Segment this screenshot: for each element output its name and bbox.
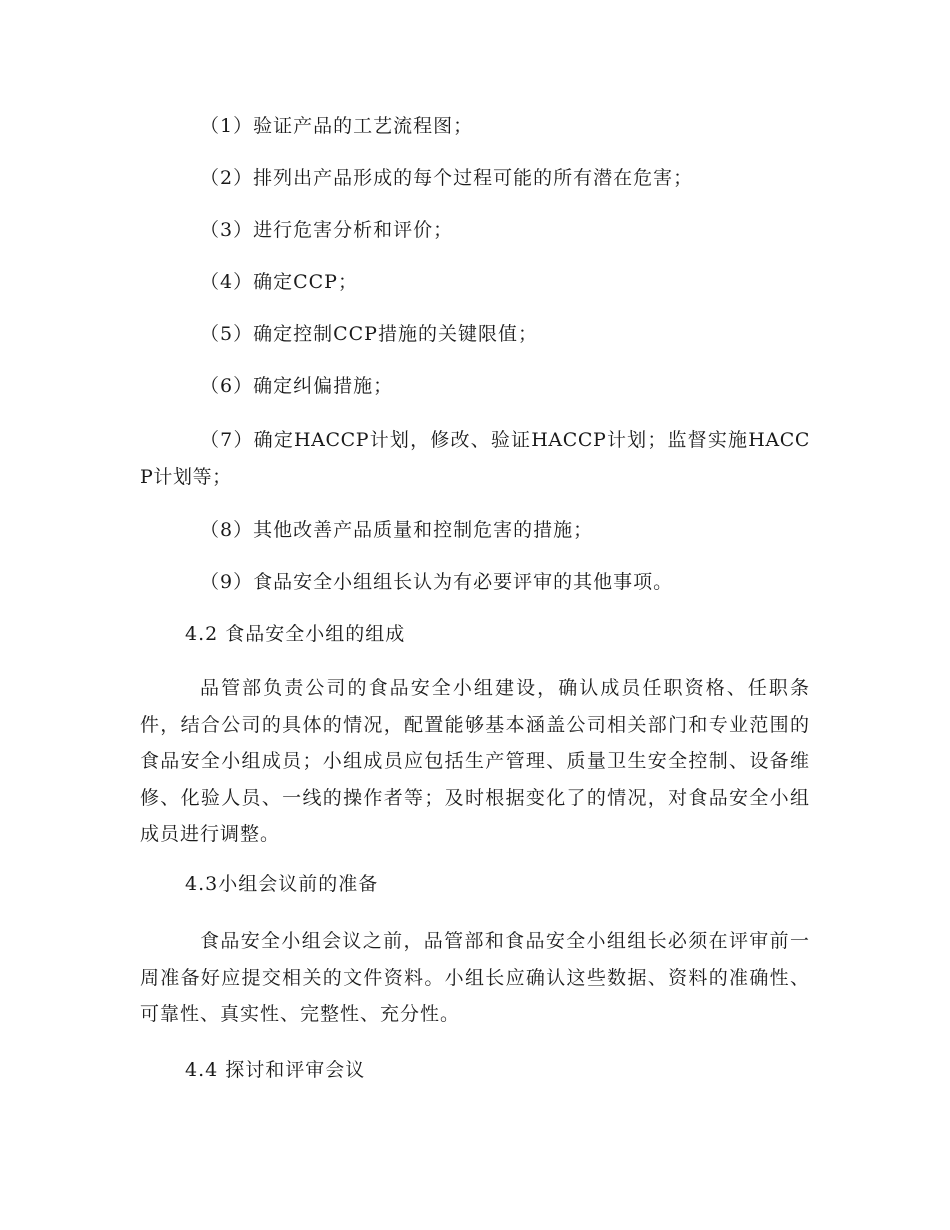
- section-body-4-2: 品管部负责公司的食品安全小组建设，确认成员任职资格、任职条件，结合公司的具体的情况，配置能够基本涵盖公司相关部门和专业范围的食品安全小组成员；小组成员应包括生产管理、质量卫生安全控制、设备维修、化验人员、一线的操作者等；及时根据变化了的情况，对食品安全小组成员进行调整。: [140, 677, 810, 845]
- list-item: （3）进行危害分析和评价；: [200, 219, 454, 241]
- list-item: （2）排列出产品形成的每个过程可能的所有潜在危害；: [200, 167, 694, 189]
- section-heading-4-4: 4.4 探讨和评审会议: [185, 1059, 366, 1081]
- list-item: （5）确定控制CCP措施的关键限值；: [200, 323, 538, 345]
- list-item: （1）验证产品的工艺流程图；: [200, 115, 474, 137]
- list-item: （6）确定纠偏措施；: [200, 375, 394, 397]
- list-item: （4）确定CCP；: [200, 271, 358, 293]
- list-item: （7）确定HACCP计划，修改、验证HACCP计划；监督实施HACCP计划等；: [140, 429, 810, 488]
- list-item: （8）其他改善产品质量和控制危害的措施；: [200, 519, 594, 541]
- section-heading-4-3: 4.3小组会议前的准备: [185, 873, 379, 895]
- list-item: （9）食品安全小组组长认为有必要评审的其他事项。: [200, 571, 674, 593]
- section-body-4-3: 食品安全小组会议之前，品管部和食品安全小组组长必须在评审前一周准备好应提交相关的文件资料。小组长应确认这些数据、资料的准确性、可靠性、真实性、完整性、充分性。: [140, 930, 810, 1025]
- section-heading-4-2: 4.2 食品安全小组的组成: [185, 623, 406, 645]
